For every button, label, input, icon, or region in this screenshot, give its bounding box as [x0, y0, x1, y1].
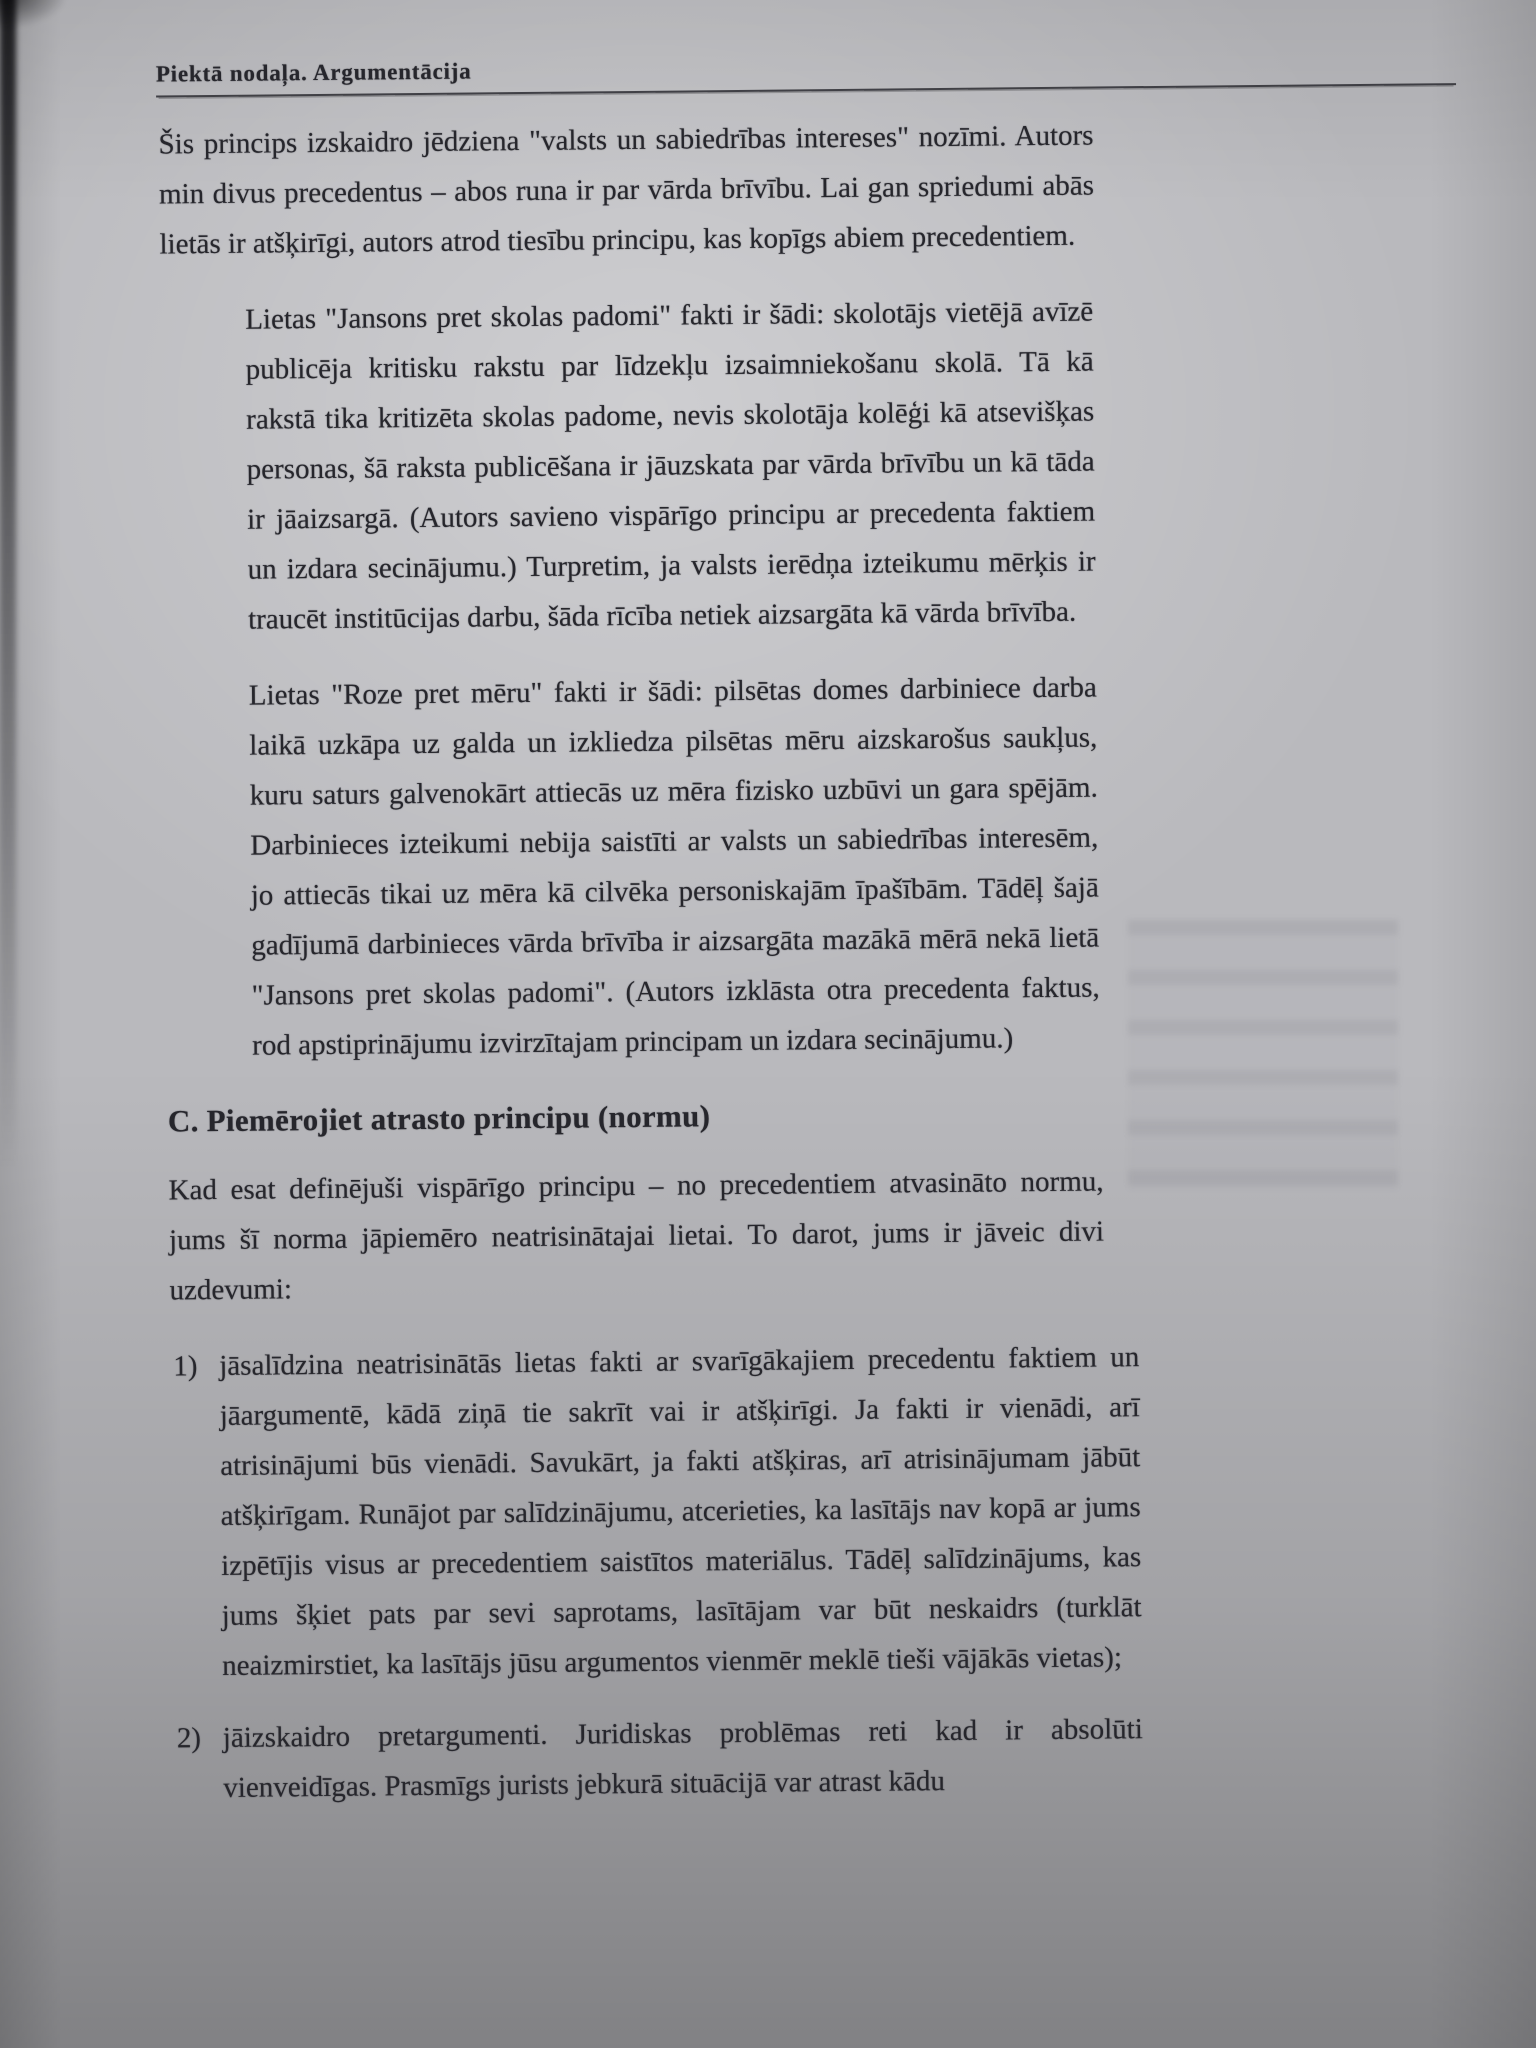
- running-header-title: Piektā nodaļa. Argumentācija: [155, 58, 472, 87]
- apply-intro-paragraph: Kad esat definējuši vispārīgo principu – no precedentiem atvasināto normu, jums šī norma jāpiemēro neatrisinātajai lietai. To darot, jums ir jāveic divi uzdevumi:: [168, 1165, 1105, 1307]
- blockquote-jansons: Lietas "Jansons pret skolas padomi" fakti ir šādi: skolotājs vietējā avīzē publicēja kritisku rakstu par līdzekļu izsaimniekošanu skolā. Tā kā rakstā tika kritizēta skolas padome, nevis skolotāja kolēģi kā atsevišķas personas, šā raksta publicēšana ir jāuzskata par vārda brīvību un kā tāda ir jāaizsargā. (Autors savieno vispārīgo principu ar precedenta faktiem un izdara secinājumu.) Turpretim, ja valsts ierēdņa izteikumu mērķis ir traucēt institūcijas darbu, šāda rīcība netiek aizsargāta kā vārda brīvība.: [245, 295, 1096, 636]
- task-1-text: jāsalīdzina neatrisinātās lietas fakti ar svarīgākajiem precedentu faktiem un jāargumentē, kādā ziņā tie sakrīt vai ir atšķirīgi. Ja fakti ir vienādi, arī atrisinājumi būs vienādi. Savukārt, ja fakti atšķiras, arī atrisinājumam jābūt atšķirīgam. Runājot par salīdzinājumu, atcerieties, ka lasītājs nav kopā ar jums izpētījis visus ar precedentiem saistītos materiālus. Tādēļ salīdzinājums, kas jums šķiet pats par sevi saprotams, lasītājam var būt neskaidrs (turklāt neaizmirstiet, ka lasītājs jūsu argumentos vienmēr meklē tieši vājākās vietas);: [219, 1341, 1142, 1682]
- section-heading: C. Piemērojiet atrasto principu (normu): [167, 1098, 711, 1139]
- task-1-marker: 1): [173, 1350, 198, 1383]
- task-2-marker: 2): [176, 1722, 202, 1755]
- task-item-1: [173, 1332, 1142, 1691]
- blockquote-roze: Lietas "Roze pret mēru" fakti ir šādi: pilsētas domes darbiniece darba laikā uzkāpa uz galda un izkliedza pilsētas mēru aizskarošus saukļus, kuru saturs galvenokārt attiecās uz mēra fizisko uzbūvi un gara spējām. Darbinieces izteikumi nebija saistīti ar valsts un sabiedrības interesēm, jo attiecās tikai uz mēra kā cilvēka personiskajām īpašībām. Tādēļ šajā gadījumā darbinieces vārda brīvība ir aizsargāta mazākā mērā nekā lietā "Jansons pret skolas padomi". (Autors izklāsta otra precedenta faktus, rod apstiprinājumu izvirzītajam principam un izdara secinājumu.): [248, 671, 1100, 1062]
- task-2-text: jāizskaidro pretargumenti. Juridiskas problēmas reti kad ir absolūti vienveidīgas. Prasmīgs jurists jebkurā situācijā var atrast kādu: [222, 1713, 1143, 1804]
- task-item-2: [177, 1704, 1144, 1813]
- running-header: [156, 49, 1456, 97]
- intro-paragraph: Šis princips izskaidro jēdziena "valsts un sabiedrības intereses" nozīmi. Autors min divus precedentus – abos runa ir par vārda brīvību. Lai gan spriedumi abās lietās ir atšķirīgi, autors atrod tiesību principu, kas kopīgs abiem precedentiem.: [158, 119, 1095, 261]
